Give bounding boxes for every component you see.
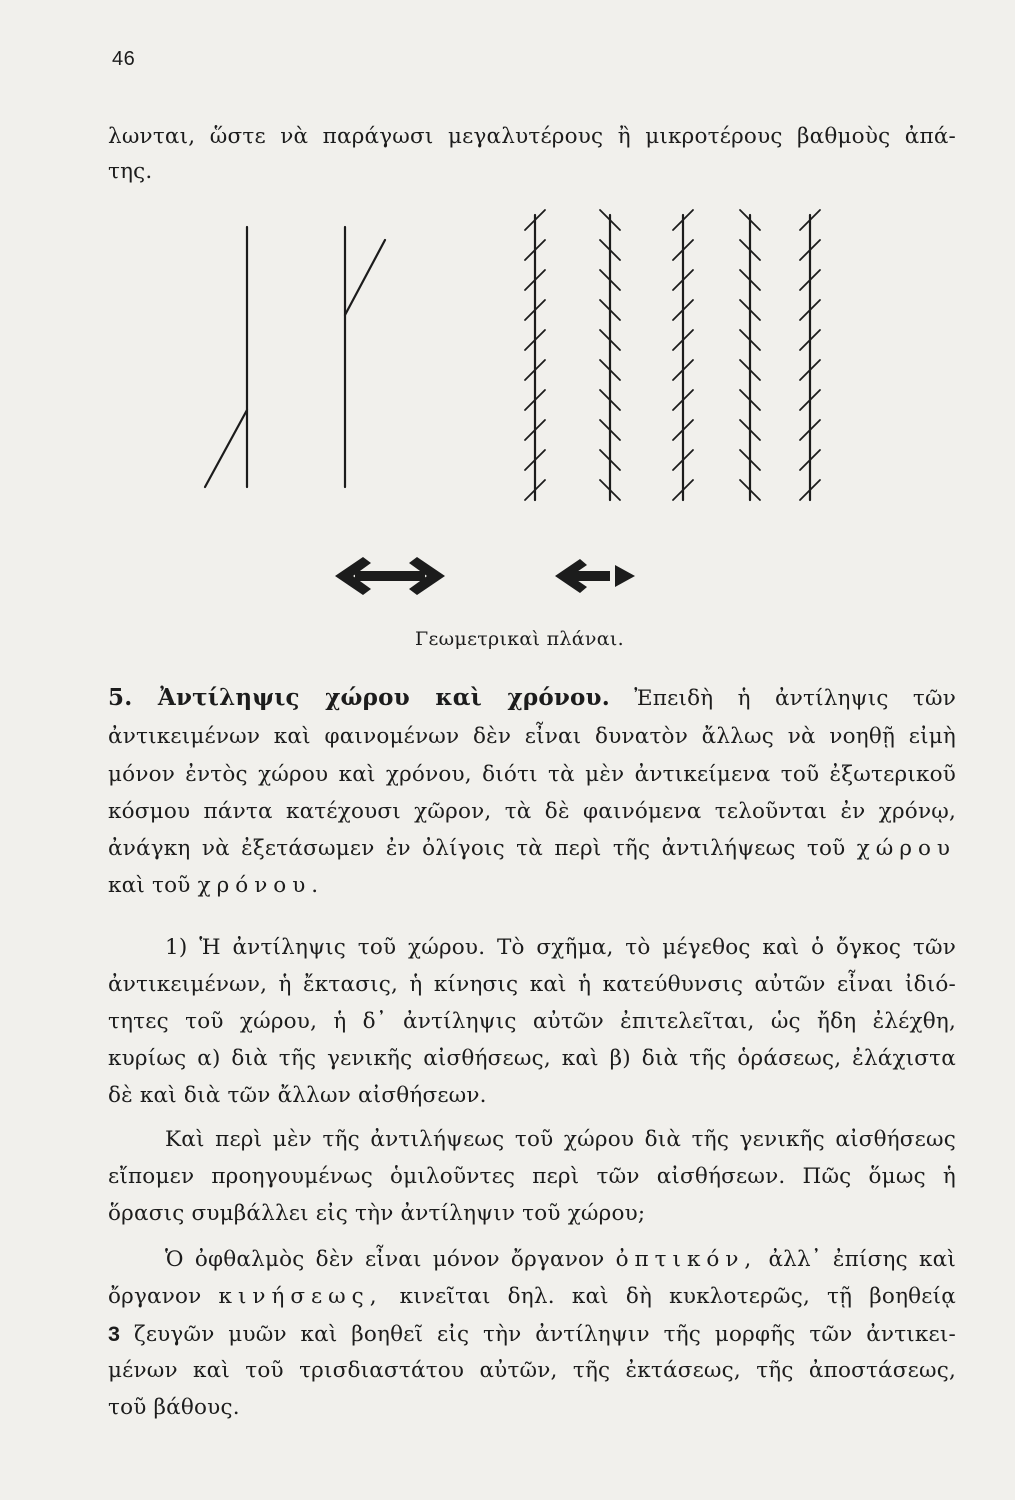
emphasized-word: ὀπτικόν, [615,1247,758,1272]
oblique-line [205,410,247,487]
text-fragment: ζευγῶν μυῶν καὶ βοηθεῖ εἰς τὴν ἀντίληψιν τῆς μορφῆς τῶν ἀντικει- [133,1322,956,1347]
illusion-drawing [195,205,835,615]
emphasized-word: χρόνου. [197,873,325,898]
text-line: μόνον ἐντὸς χώρου καὶ χρόνου, διότι τὰ μὲν ἀντικείμενα τοῦ ἐξωτερικοῦ [108,762,956,787]
text-fragment: Ὁ ὀφθαλμὸς δὲν εἶναι μόνον ὄργανον [165,1247,605,1272]
emphasized-word: κινήσεως, [218,1284,383,1309]
text-line: τοῦ βάθους. [108,1395,240,1420]
oblique-line [345,240,385,315]
text-fragment: ὄργανον [108,1284,202,1309]
text-line: ὅρασις συμβάλλει εἰς τὴν ἀντίληψιν τοῦ χώρου; [108,1201,646,1226]
text-line [108,1282,956,1312]
text-line: κόσμου πάντα κατέχουσι χῶρον, τὰ δὲ φαινόμενα τελοῦνται ἐν χρόνῳ, [108,799,956,824]
text-line: Καὶ περὶ μὲν τῆς ἀντιλήψεως τοῦ χώρου διὰ τῆς γενικῆς αἰσθήσεως [165,1127,956,1152]
text-line [165,1245,956,1275]
geometric-illusions-figure [195,205,835,615]
text-fragment: ἀνάγκη νὰ ἐξετάσωμεν ἐν ὀλίγοις τὰ περὶ τῆς ἀντιλήψεως τοῦ [108,836,846,861]
text-line: της. [108,159,153,184]
text-line: δὲ καὶ διὰ τῶν ἄλλων αἰσθήσεων. [108,1083,487,1108]
text-line: κυρίως α) διὰ τῆς γενικῆς αἰσθήσεως, καὶ β) διὰ τῆς ὁράσεως, ἐλάχιστα [108,1046,956,1071]
text-line: εἴπομεν προηγουμένως ὁμιλοῦντες περὶ τῶν αἰσθήσεων. Πῶς ὅμως ἡ [108,1164,956,1189]
text-fragment: κινεῖται δηλ. καὶ δὴ κυκλοτερῶς, τῇ βοηθείᾳ [399,1284,956,1309]
text-fragment: ἀλλ᾽ ἐπίσης καὶ [768,1247,956,1272]
figure-caption: Γεωμετρικαὶ πλάναι. [415,628,624,650]
text-line [108,871,956,901]
text-line: 1) Ἡ ἀντίληψις τοῦ χώρου. Τὸ σχῆμα, τὸ μέγεθος καὶ ὁ ὄγκος τῶν [165,935,956,960]
text-line: μένων καὶ τοῦ τρισδιαστάτου αὐτῶν, τῆς ἐκτάσεως, τῆς ἀποστάσεως, [108,1358,956,1383]
text-line [108,1319,956,1350]
text-line: ἀντικειμένων καὶ φαινομένων δὲν εἶναι δυνατὸν ἄλλως νὰ νοηθῇ εἰμὴ [108,724,956,749]
text-fragment: Ἐπειδὴ ἡ ἀντίληψις τῶν [634,686,956,711]
page-number: 46 [112,48,136,70]
emphasized-word: χώρου [856,836,956,861]
number-fragment: 3 [108,1322,121,1346]
text-line: ἀντικειμένων, ἡ ἔκτασις, ἡ κίνησις καὶ ἡ κατεύθυνσις αὐτῶν εἶναι ἰδιό- [108,972,956,997]
text-fragment: καὶ τοῦ [108,873,191,898]
text-line: τητες τοῦ χώρου, ἡ δ᾽ ἀντίληψις αὐτῶν ἐπιτελεῖται, ὡς ἤδη ἐλέχθη, [108,1009,956,1034]
section-heading: 5. Ἀντίληψις χώρου καὶ χρόνου. [108,684,610,711]
text-line: λωνται, ὥστε νὰ παράγωσι μεγαλυτέρους ἢ μικροτέρους βαθμοὺς ἀπά- [108,124,956,149]
section-heading-line [108,683,956,714]
muller-lyer-figure [335,557,635,595]
text-line [108,834,956,864]
